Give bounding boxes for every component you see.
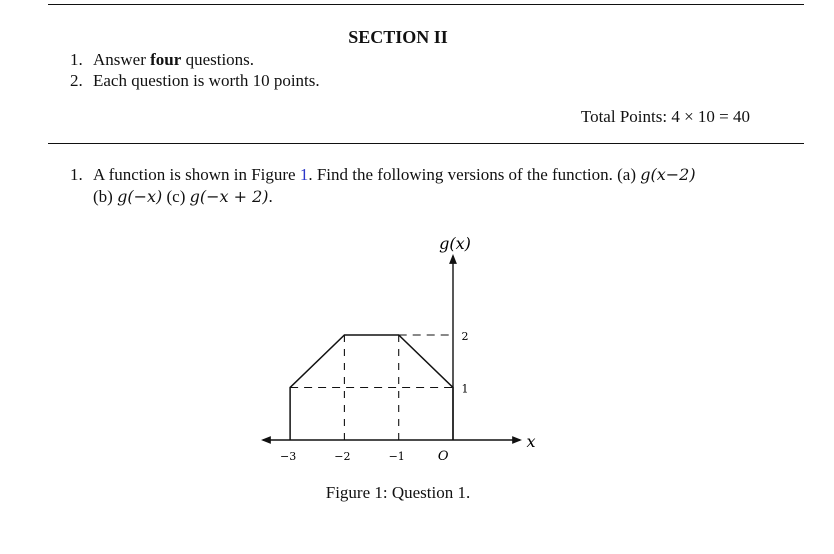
y-tick-label: 1 <box>461 382 469 396</box>
x-tick-label: −2 <box>334 450 351 463</box>
guide-dashes <box>290 335 453 440</box>
x-axis-label: x <box>526 432 536 451</box>
question-end: . <box>268 187 273 206</box>
question-instruction: . Find the following versions of the function. (a) <box>308 165 641 184</box>
question-number: 1. <box>70 165 83 184</box>
instruction-1-bold: four <box>150 50 182 69</box>
section-title: SECTION II <box>348 27 448 47</box>
x-tick-labels <box>280 449 449 464</box>
y-axis-label: g(x) <box>439 234 471 253</box>
instruction-1-before: Answer <box>93 50 151 69</box>
x-tick-label: −1 <box>388 450 405 463</box>
x-tick-label: −3 <box>279 450 297 463</box>
part-c-label: (c) <box>162 187 190 206</box>
instruction-2-number: 2. <box>70 71 83 90</box>
x-tick-label: O <box>437 449 449 464</box>
instruction-1-after: questions. <box>181 50 255 69</box>
part-a-expression: g(x−2) <box>640 165 696 184</box>
part-b-label: (b) <box>93 187 118 206</box>
instruction-2-text: Each question is worth 10 points. <box>93 71 320 90</box>
part-c-expression: g(−x + 2) <box>189 187 269 206</box>
y-tick-label: 2 <box>461 330 469 343</box>
y-tick-labels <box>462 330 469 396</box>
total-points: Total Points: 4 × 10 = 40 <box>580 107 750 126</box>
instruction-1-number: 1. <box>70 50 83 69</box>
figure-caption: Figure 1: Question 1. <box>325 483 471 502</box>
part-b-expression: g(−x) <box>117 187 163 206</box>
figure-reference-link[interactable]: 1 <box>299 165 309 184</box>
question-intro: A function is shown in Figure <box>93 165 300 184</box>
function-curve <box>290 335 453 440</box>
